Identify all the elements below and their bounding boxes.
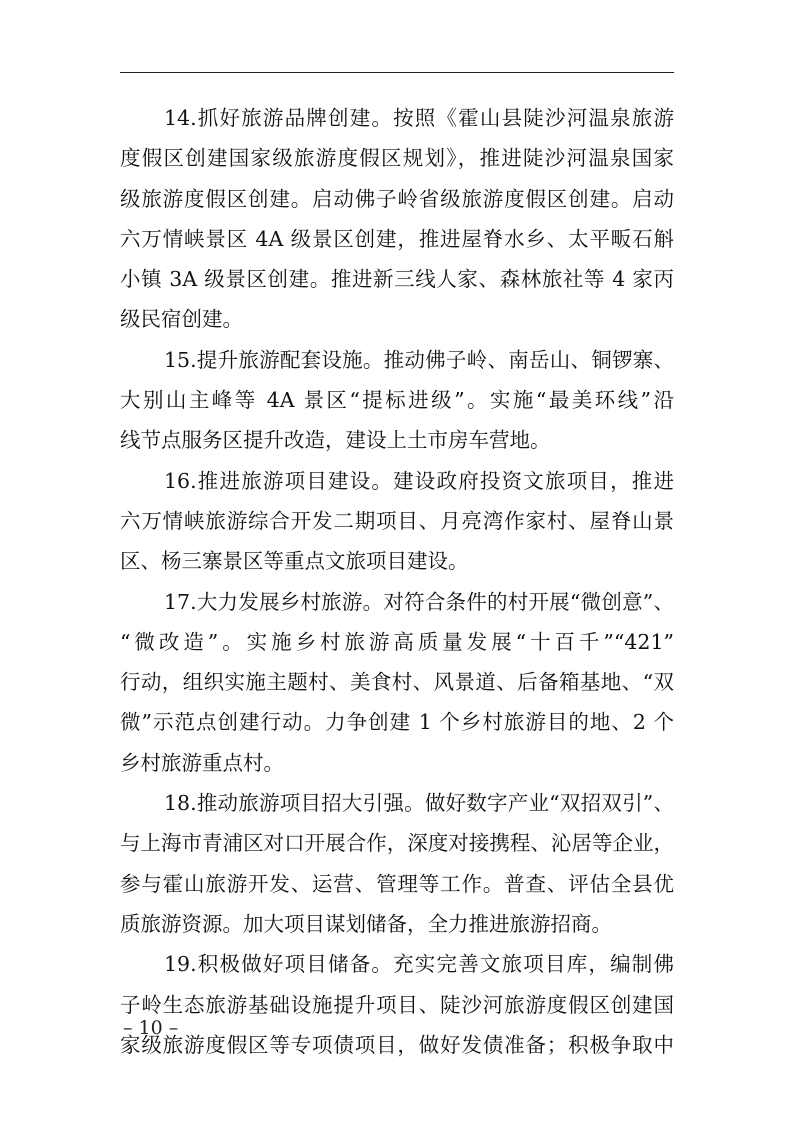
paragraph-14 (120, 98, 674, 340)
header-rule (120, 72, 674, 73)
text-line: 14.抓好旅游品牌创建。按照《霍山县陡沙河温泉旅游 (164, 106, 674, 130)
text-line: 17.大力发展乡村旅游。对符合条件的村开展“微创意”、 (164, 589, 674, 614)
text-line: 级旅游度假区创建。启动佛子岭省级旅游度假区创建。启动 (120, 186, 674, 211)
text-line: 小镇 3A 级景区创建。推进新三线人家、森林旅社等 4 家丙 (120, 267, 674, 292)
text-line: 16.推进旅游项目建设。建设政府投资文旅项目，推进 (164, 468, 674, 493)
text-line: 线节点服务区提升改造，建设上土市房车营地。 (120, 428, 551, 453)
paragraph-18 (120, 783, 674, 944)
text-line: 区、杨三寨景区等重点文旅项目建设。 (120, 549, 469, 574)
text-line: 18.推动旅游项目招大引强。做好数字产业“双招双引”、 (164, 791, 674, 816)
text-line: 家级旅游度假区等专项债项目，做好发债准备；积极争取中 (120, 1032, 674, 1057)
text-line: 大别山主峰等 4A 景区“提标进级”。实施“最美环线”沿 (120, 388, 674, 413)
text-line: 六万情峡旅游综合开发二期项目、月亮湾作家村、屋脊山景 (120, 508, 674, 533)
text-line: 子岭生态旅游基础设施提升项目、陡沙河旅游度假区创建国 (120, 992, 674, 1017)
text-line: 度假区创建国家级旅游度假区规划》，推进陡沙河温泉国家 (120, 146, 674, 171)
text-line: 乡村旅游重点村。 (120, 750, 284, 775)
text-line: 级民宿创建。 (120, 307, 243, 332)
text-line: 行动，组织实施主题村、美食村、风景道、后备箱基地、“双 (120, 670, 674, 695)
text-line: 参与霍山旅游开发、运营、管理等工作。普查、评估全县优 (120, 871, 674, 896)
text-line: 19.积极做好项目储备。充实完善文旅项目库，编制佛 (164, 952, 674, 977)
page-number: – 10 – (123, 1017, 179, 1039)
paragraph-19 (120, 944, 674, 1065)
text-line: 质旅游资源。加大项目谋划储备，全力推进旅游招商。 (120, 911, 612, 936)
paragraph-17 (120, 582, 674, 783)
text-line: 六万情峡景区 4A 级景区创建，推进屋脊水乡、太平畈石斛 (120, 226, 674, 251)
paragraph-15 (120, 340, 674, 461)
text-line: 微”示范点创建行动。力争创建 1 个乡村旅游目的地、2 个 (120, 710, 674, 735)
text-line: 与上海市青浦区对口开展合作，深度对接携程、沁居等企业， (120, 831, 674, 856)
paragraph-16 (120, 461, 674, 582)
text-line: “微改造”。实施乡村旅游高质量发展“十百千”“421” (120, 629, 674, 654)
text-line: 15.提升旅游配套设施。推动佛子岭、南岳山、铜锣寨、 (164, 347, 674, 372)
body-text (120, 98, 674, 1065)
